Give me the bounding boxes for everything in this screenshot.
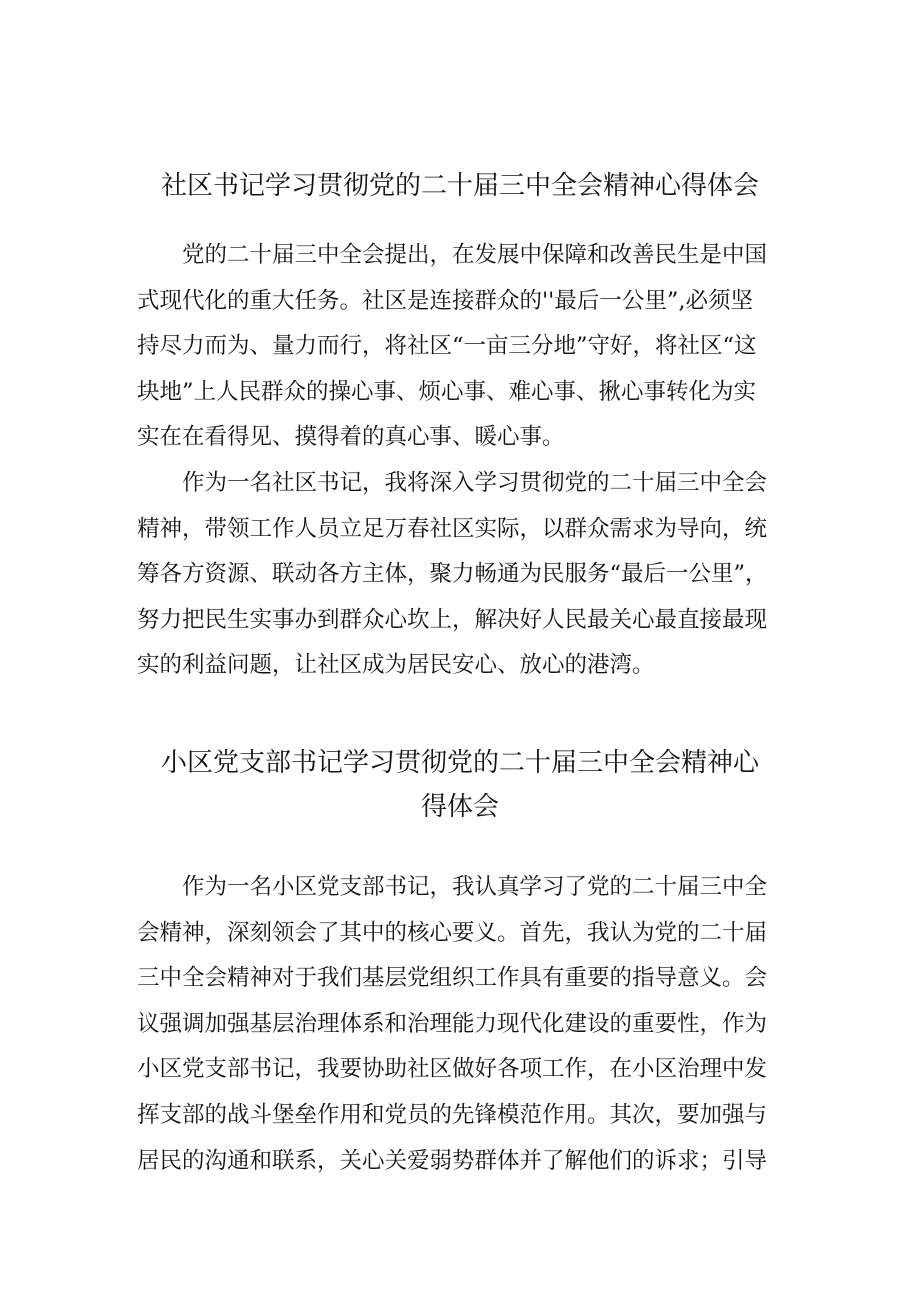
text-line: 持尽力而为、量力而行，将社区“一亩三分地”守好，将社区“这 xyxy=(137,333,757,360)
text-line: 精神，带领工作人员立足万春社区实际，以群众需求为导向，统 xyxy=(137,515,768,542)
text-line: 努力把民生实事办到群众心坎上，解决好人民最关心最直接最现 xyxy=(137,606,768,633)
text-line: 三中全会精神对于我们基层党组织工作具有重要的指导意义。会 xyxy=(137,965,768,992)
text-line: 会精神，深刻领会了其中的核心要义。首先，我认为党的二十届 xyxy=(137,919,768,946)
section-2-title-line-1: 小区党支部书记学习贯彻党的二十届三中全会精神心 xyxy=(160,748,759,778)
text-line: 议强调加强基层治理体系和治理能力现代化建设的重要性，作为 xyxy=(137,1010,768,1037)
section-2-paragraph-1 xyxy=(137,865,793,1184)
text-line: 块地”上人民群众的操心事、烦心事、难心事、揪心事转化为实 xyxy=(137,378,757,405)
section-2-title-line-2: 得体会 xyxy=(420,792,499,822)
text-line: 党的二十届三中全会提出，在发展中保障和改善民生是中国 xyxy=(137,242,768,268)
text-line: 作为一名社区书记，我将深入学习贯彻党的二十届三中全会 xyxy=(137,470,768,496)
text-line: 筹各方资源、联动各方主体，聚力畅通为民服务“最后一公里”， xyxy=(137,561,768,588)
section-2-title xyxy=(0,741,920,829)
text-line: 小区党支部书记，我要协助社区做好各项工作，在小区治理中发 xyxy=(137,1056,768,1083)
section-1-title xyxy=(0,164,920,208)
section-1-title-text: 社区书记学习贯彻党的二十届三中全会精神心得体会 xyxy=(160,171,759,201)
section-1-paragraph-1 xyxy=(137,233,793,461)
text-line: 作为一名小区党支部书记，我认真学习了党的二十届三中全 xyxy=(137,874,768,900)
section-1-paragraph-2 xyxy=(137,461,793,689)
text-line: 居民的沟通和联系，关心关爱弱势群体并了解他们的诉求；引导 xyxy=(137,1147,768,1174)
text-line: 实在在看得见、摸得着的真心事、暖心事。 xyxy=(137,424,565,451)
text-line: 实的利益问题，让社区成为居民安心、放心的港湾。 xyxy=(137,652,655,679)
text-line: 挥支部的战斗堡垒作用和党员的先锋模范作用。其次，要加强与 xyxy=(137,1101,768,1128)
text-line: 式现代化的重大任务。社区是连接群众的''最后一公里”,必须坚 xyxy=(137,287,754,314)
